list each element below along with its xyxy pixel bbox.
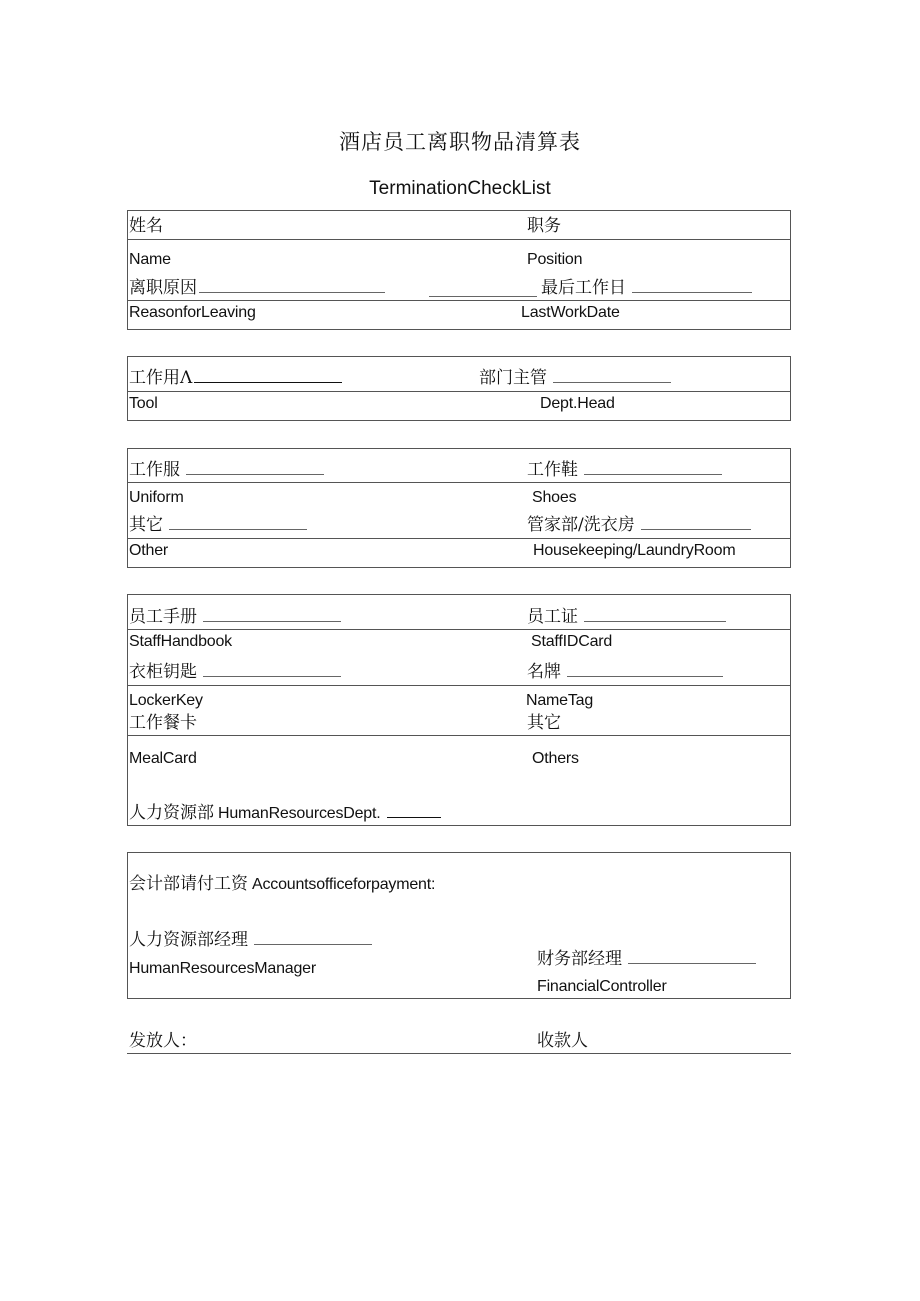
other-blank[interactable] [169, 528, 307, 530]
lastday-leading-blank [429, 296, 537, 297]
label-accounts-zh: 会计部请付工资 [129, 874, 248, 894]
label-finance-zh: 财务部经理 [537, 949, 622, 969]
locker-field [129, 664, 341, 681]
label-reason-en: ReasonforLeaving [129, 304, 256, 321]
label-accounts-en: Accountsofficeforpayment: [252, 876, 436, 893]
uniform-field [129, 462, 324, 479]
depthead-field [479, 370, 671, 387]
label-other-en: Other [129, 542, 169, 559]
divider [127, 300, 791, 301]
label-reason-zh: 离职原因 [129, 278, 197, 298]
idcard-field [527, 609, 726, 626]
page-title-zh: 酒店员工离职物品清算表 [339, 130, 581, 154]
shoes-blank[interactable] [584, 473, 722, 475]
reason-blank[interactable] [199, 291, 385, 293]
label-receiver: 收款人 [537, 1031, 588, 1051]
label-shoes-zh: 工作鞋 [527, 460, 578, 480]
divider [127, 735, 791, 736]
lastday-field [541, 280, 752, 297]
hr-field [129, 805, 441, 822]
label-name-en: Name [129, 251, 171, 268]
locker-blank[interactable] [203, 675, 341, 677]
label-finance-en: FinancialController [537, 978, 667, 995]
divider [127, 482, 791, 483]
hr-blank[interactable] [387, 816, 441, 818]
reason-field [129, 280, 385, 297]
handbook-field [129, 609, 341, 626]
label-tool-zh: 工作用Λ [129, 368, 193, 388]
label-mealcard-en: MealCard [129, 750, 197, 767]
label-hrmanager-zh: 人力资源部经理 [129, 930, 248, 950]
label-housekeeping-zh: 管家部/洗衣房 [527, 515, 635, 535]
label-issuer: 发放人： [129, 1031, 197, 1051]
divider [127, 391, 791, 392]
label-depthead-en: Dept.Head [540, 395, 615, 412]
divider [127, 685, 791, 686]
lastday-blank[interactable] [632, 291, 752, 293]
label-others-zh: 其它 [527, 713, 561, 733]
label-mealcard-zh: 工作餐卡 [129, 713, 197, 733]
label-name-zh: 姓名 [129, 216, 163, 236]
label-lastday-en: LastWorkDate [521, 304, 620, 321]
divider [127, 629, 791, 630]
label-shoes-en: Shoes [532, 489, 577, 506]
label-hrmanager-en: HumanResourcesManager [129, 960, 317, 977]
handbook-blank[interactable] [203, 620, 341, 622]
tool-blank[interactable] [194, 381, 342, 383]
hrmanager-blank[interactable] [254, 943, 372, 945]
shoes-field [527, 462, 722, 479]
housekeeping-field [527, 517, 751, 534]
label-locker-en: LockerKey [129, 692, 203, 709]
housekeeping-blank[interactable] [641, 528, 751, 530]
finance-blank[interactable] [628, 962, 756, 964]
nametag-field [527, 664, 723, 681]
label-handbook-en: StaffHandbook [129, 633, 232, 650]
nametag-blank[interactable] [567, 675, 723, 677]
label-hr-en: HumanResourcesDept. [218, 805, 381, 822]
divider [127, 239, 791, 240]
label-locker-zh: 衣柜钥匙 [129, 662, 197, 682]
signature-line[interactable] [127, 1053, 791, 1054]
label-uniform-zh: 工作服 [129, 460, 180, 480]
label-idcard-en: StaffIDCard [531, 633, 613, 650]
label-tool-en: Tool [129, 395, 158, 412]
page-title-en: TerminationCheckList [369, 178, 551, 199]
label-idcard-zh: 员工证 [527, 607, 578, 627]
section-tools [127, 356, 791, 421]
label-lastday-zh: 最后工作日 [541, 278, 626, 298]
label-depthead-zh: 部门主管 [479, 368, 547, 388]
idcard-blank[interactable] [584, 620, 726, 622]
label-nametag-zh: 名牌 [527, 662, 561, 682]
accounts-field [129, 876, 435, 893]
label-position-zh: 职务 [527, 216, 561, 236]
label-position-en: Position [527, 251, 583, 268]
uniform-blank[interactable] [186, 473, 324, 475]
label-housekeeping-en: Housekeeping/LaundryRoom [533, 542, 736, 559]
other-field [129, 517, 307, 534]
label-hr-zh: 人力资源部 [129, 803, 214, 823]
label-other-zh: 其它 [129, 515, 163, 535]
label-handbook-zh: 员工手册 [129, 607, 197, 627]
label-nametag-en: NameTag [526, 692, 594, 709]
tool-field [129, 370, 342, 387]
hrmanager-field [129, 932, 372, 949]
label-uniform-en: Uniform [129, 489, 184, 506]
depthead-blank[interactable] [553, 381, 671, 383]
label-others-en: Others [532, 750, 579, 767]
finance-field [537, 951, 756, 968]
divider [127, 538, 791, 539]
